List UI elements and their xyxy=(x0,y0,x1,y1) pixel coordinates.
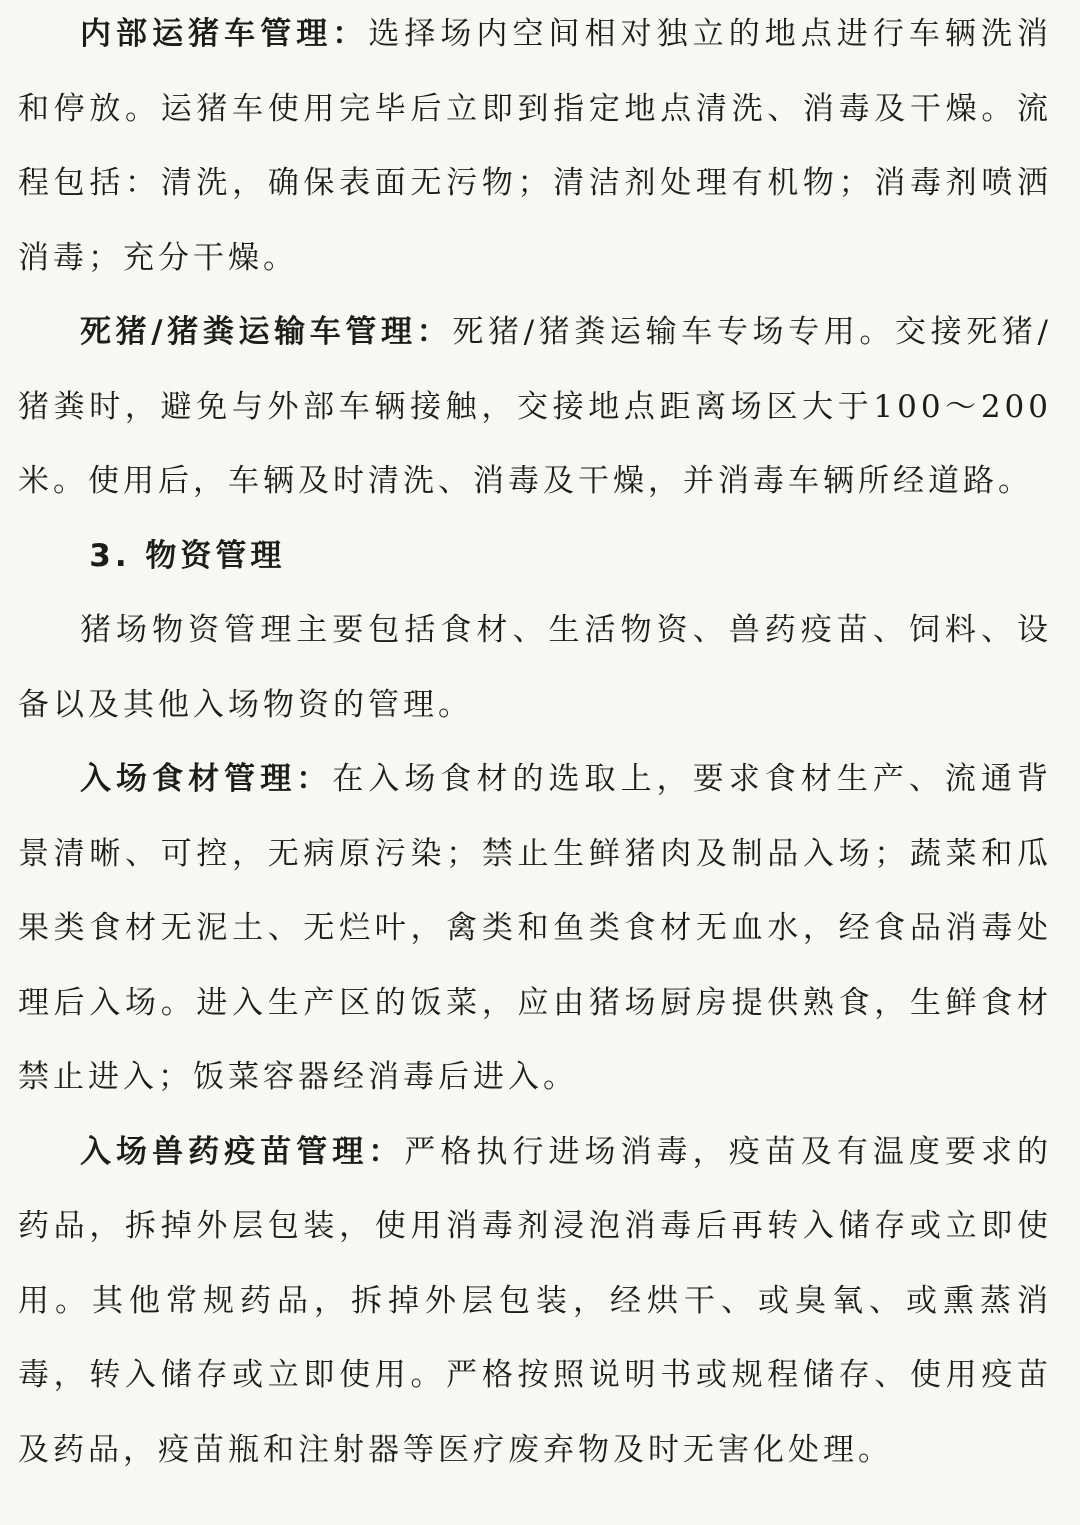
paragraph-text: 选择场内空间相对独立的地点进行车辆洗消和停放。运猪车使用完毕后立即到指定地点清洗、消毒及干燥。流程包括：清洗，确保表面无污物；清洁剂处理有机物；消毒剂喷洒消毒；充分干燥。 xyxy=(18,16,1053,276)
paragraph-lead: 内部运猪车管理： xyxy=(80,16,369,52)
paragraph-lead: 入场食材管理： xyxy=(80,761,333,797)
paragraph-lead: 死猪/猪粪运输车管理： xyxy=(80,314,453,350)
section-heading: 3. 物资管理 xyxy=(89,537,286,574)
paragraph-text: 猪场物资管理主要包括食材、生活物资、兽药疫苗、饲料、设备以及其他入场物资的管理。 xyxy=(18,612,1052,723)
paragraph-materials-intro xyxy=(18,593,1052,742)
paragraph-lead: 入场兽药疫苗管理： xyxy=(80,1133,405,1170)
paragraph-text: 严格执行进场消毒，疫苗及有温度要求的药品，拆掉外层包装，使用消毒剂浸泡消毒后再转入储存或立即使用。其他常规药品，拆掉外层包装，经烘干、或臭氧、或熏蒸消毒，转入储存或立即使用。严格按照说明书或规程储存、使用疫苗及药品，疫苗瓶和注射器等医疗废弃物及时无害化处理。 xyxy=(18,1133,1053,1468)
paragraph-internal-pig-truck xyxy=(18,0,1052,295)
paragraph-vaccine-management xyxy=(18,1115,1052,1488)
paragraph-dead-pig-truck xyxy=(18,295,1052,519)
paragraph-text: 在入场食材的选取上，要求食材生产、流通背景清晰、可控，无病原污染；禁止生鲜猪肉及制品入场；蔬菜和瓜果类食材无泥土、无烂叶，禽类和鱼类食材无血水，经食品消毒处理后入场。进入生产区的饭菜，应由猪场厨房提供熟食，生鲜食材禁止进入；饭菜容器经消毒后进入。 xyxy=(18,761,1053,1095)
paragraph-text: 死猪/猪粪运输车专场专用。交接死猪/猪粪时，避免与外部车辆接触，交接地点距离场区大于100～200米。使用后，车辆及时清洗、消毒及干燥，并消毒车辆所经道路。 xyxy=(18,314,1052,499)
paragraph-food-management xyxy=(18,742,1052,1115)
